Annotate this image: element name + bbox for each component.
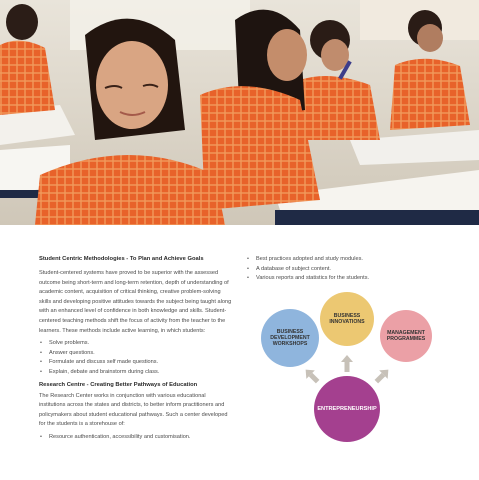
list-item: • Solve problems. — [47, 339, 233, 349]
list-item: • Formulate and discuss self made questions. — [47, 358, 233, 368]
list-item: • Various reports and statistics for the students. — [254, 274, 446, 284]
list-item: • Resource authentication, accessibility and customisation. — [47, 433, 233, 443]
list-item: • Explain, debate and brainstorm during class. — [47, 368, 233, 378]
arrow-icon — [341, 355, 353, 372]
node-label: MANAGEMENT PROGRAMMES — [386, 329, 426, 342]
section-heading-methodologies: Student Centric Methodologies - To Plan and Achieve Goals — [39, 256, 204, 262]
arrow-icon — [372, 365, 393, 386]
methodologies-paragraph: Student-centered systems have proved to be superior with the assessed outcome being short-term and long-term retention, depth of understanding of academic content, acquisition of critical thinking, creative problem-solving skills and developing positive attitudes towards the subject being taught along with an enhanced level of confidence in both knowledge and skills. Student-centered teaching methods shift the focus of activity from the teacher to the learners. These methods include active learning, in which students: — [39, 270, 232, 334]
list-item: • Best practices adopted and study modules. — [254, 255, 446, 265]
section-heading-research-centre: Research Centre - Creating Better Pathways of Education — [39, 381, 198, 388]
list-item: • Answer questions. — [47, 349, 233, 359]
list-item: • A database of subject content. — [254, 265, 446, 275]
node-label: BUSINESS INNOVATIONS — [329, 312, 365, 325]
arrow-icon — [301, 365, 322, 386]
research-centre-paragraph: The Research Center works in conjunction with various educational institutions across the states and districts, to better inform practitioners and policymakers about student educational pathways. Such a center developed for the students is a storehouse of: — [39, 392, 228, 428]
node-label: ENTREPRENEURSHIP — [317, 405, 377, 412]
node-label: BUSINESS DEVELOPMENT WORKSHOPS — [270, 328, 310, 348]
